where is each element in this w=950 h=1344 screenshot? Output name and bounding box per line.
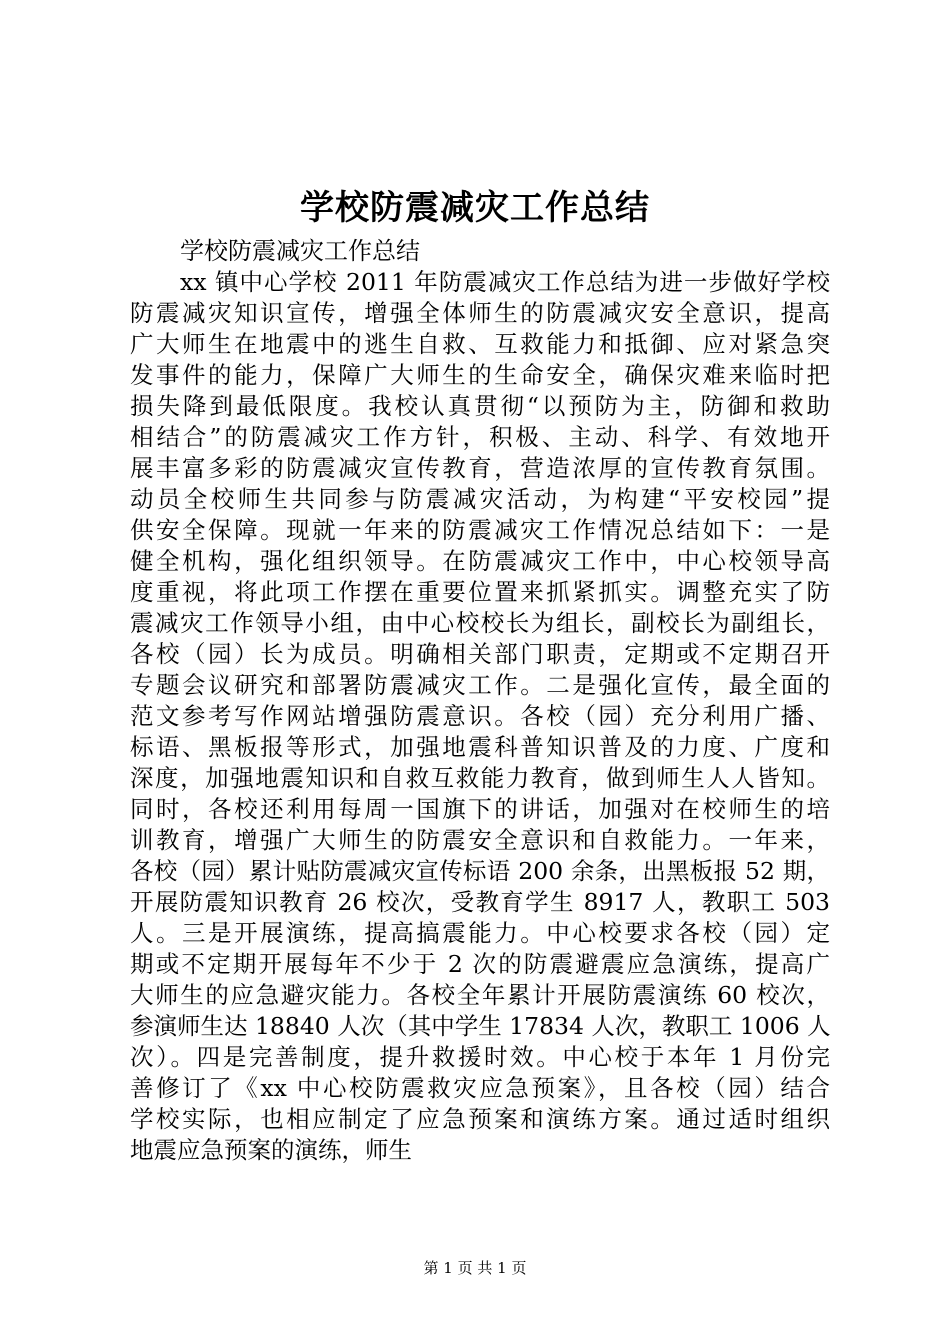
body-line: 开展防震知识教育 26 校次，受教育学生 8917 人，教职工 503 [130, 888, 830, 916]
body-line: 深度，加强地震知识和自救互救能力教育，做到师生人人皆知。 [130, 764, 830, 792]
document-title: 学校防震减灾工作总结 [300, 188, 650, 228]
body-line: 标语、黑板报等形式，加强地震科普知识普及的力度、广度和 [130, 733, 830, 761]
body-line: xx 镇中心学校 2011 年防震减灾工作总结为进一步做好学校 [180, 268, 830, 296]
body-line: 损失降到最低限度。我校认真贯彻“以预防为主，防御和救助 [130, 392, 830, 420]
body-line: 参演师生达 18840 人次（其中学生 17834 人次，教职工 1006 人 [130, 1012, 831, 1040]
body-line: 次）。四是完善制度，提升救援时效。中心校于本年 1 月份完 [130, 1043, 830, 1071]
document-body [130, 267, 830, 1166]
body-line: 善修订了《xx 中心校防震救灾应急预案》，且各校（园）结合 [130, 1074, 830, 1102]
body-line: 专题会议研究和部署防震减灾工作。二是强化宣传，最全面的 [130, 671, 830, 699]
body-line: 震减灾工作领导小组，由中心校校长为组长，副校长为副组长， [130, 609, 830, 637]
body-line: 展丰富多彩的防震减灾宣传教育，营造浓厚的宣传教育氛围。 [130, 454, 830, 482]
body-line: 广大师生在地震中的逃生自救、互救能力和抵御、应对紧急突 [130, 330, 830, 358]
page-number: 第 1 页 共 1 页 [423, 1259, 527, 1277]
body-line: 人。三是开展演练，提高搞震能力。中心校要求各校（园）定 [130, 919, 830, 947]
body-line: 各校（园）长为成员。明确相关部门职责，定期或不定期召开 [130, 640, 830, 668]
body-line: 相结合”的防震减灾工作方针，积极、主动、科学、有效地开 [130, 423, 830, 451]
body-line: 训教育，增强广大师生的防震安全意识和自救能力。一年来， [130, 826, 830, 854]
body-line: 期或不定期开展每年不少于 2 次的防震避震应急演练，提高广 [130, 950, 830, 978]
body-line: 同时，各校还利用每周一国旗下的讲话，加强对在校师生的培 [130, 795, 830, 823]
body-line: 各校（园）累计贴防震减灾宣传标语 200 余条，出黑板报 52 期， [130, 857, 830, 885]
body-line: 动员全校师生共同参与防震减灾活动，为构建“平安校园”提 [130, 485, 830, 513]
body-line: 供安全保障。现就一年来的防震减灾工作情况总结如下：一是 [130, 516, 830, 544]
body-line: 度重视，将此项工作摆在重要位置来抓紧抓实。调整充实了防 [130, 578, 830, 606]
body-line: 地震应急预案的演练，师生 [130, 1136, 412, 1164]
body-line: 范文参考写作网站增强防震意识。各校（园）充分利用广播、 [130, 702, 830, 730]
body-line: 发事件的能力，保障广大师生的生命安全，确保灾难来临时把 [130, 361, 830, 389]
body-line: 大师生的应急避灾能力。各校全年累计开展防震演练 60 校次， [130, 981, 830, 1009]
document-subtitle: 学校防震减灾工作总结 [180, 237, 420, 265]
body-line: 防震减灾知识宣传，增强全体师生的防震减灾安全意识，提高 [130, 299, 830, 327]
body-line: 健全机构，强化组织领导。在防震减灾工作中，中心校领导高 [130, 547, 830, 575]
body-line: 学校实际，也相应制定了应急预案和演练方案。通过适时组织 [130, 1105, 830, 1133]
